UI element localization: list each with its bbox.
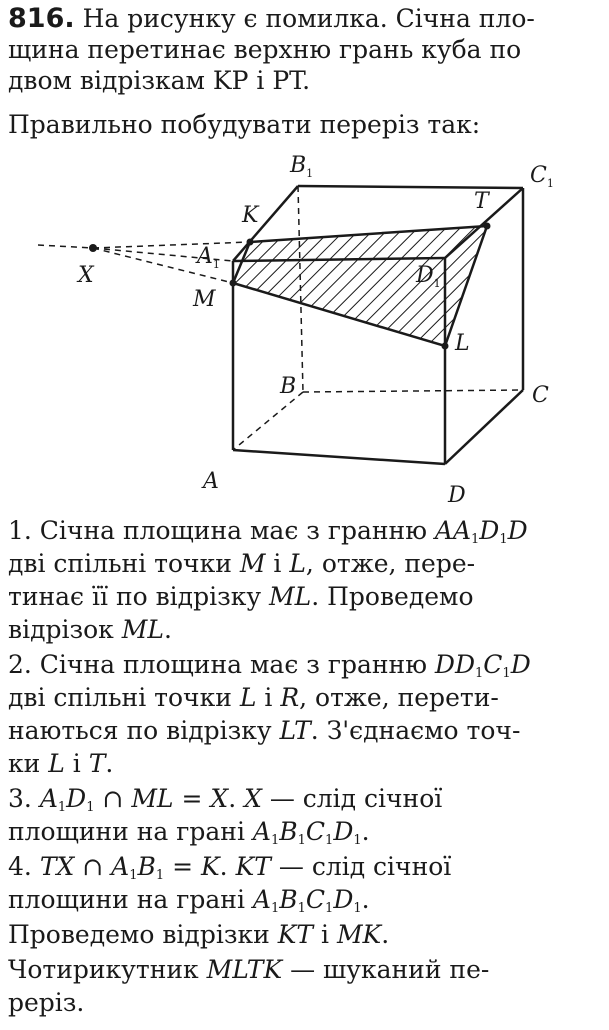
step-3-line-1: 3. $A_1D_1$ ∩ ML = X. X — слід січної (8, 784, 443, 815)
intro-text-1: На рисунку є помилка. Січна пло- (82, 4, 535, 33)
step-4-line-2: площини на грані $A_1B_1C_1D_1$. (8, 885, 370, 916)
conclusion-line-2: реріз. (8, 988, 85, 1017)
step-1-line-2: дві спільні точки M і L, отже, пере- (8, 549, 476, 578)
label-a1: $A_1$ (197, 244, 220, 271)
step-1-line-3: тинає її по відрізку ML. Проведемо (8, 582, 474, 611)
intro-line-2: щина перетинає верхню грань куба по (8, 35, 522, 64)
step-2-line-2: дві спільні точки L і R, отже, перети- (8, 683, 499, 712)
label-m: M (193, 287, 216, 312)
point-k (247, 239, 254, 246)
point-t (484, 223, 491, 230)
point-l (442, 343, 449, 350)
point-m (230, 280, 237, 287)
label-a: A (203, 469, 219, 494)
label-d1: $D_1$ (416, 263, 441, 290)
label-c: C (532, 383, 549, 408)
label-x: X (78, 263, 94, 288)
step-2-line-1: 2. Січна площина має з гранню $DD_1C_1D$ (8, 650, 531, 681)
label-l: L (455, 331, 470, 356)
point-x (89, 244, 97, 252)
label-c1: $C_1$ (530, 163, 554, 190)
step-4-line-3: Проведемо відрізки KT і MK. (8, 920, 390, 949)
step-2-line-3: наються по відрізку LT. З'єднаємо точ- (8, 716, 521, 745)
label-b: B (280, 374, 297, 399)
problem-number: 816. (8, 3, 75, 34)
cube-figure (0, 150, 609, 515)
intro-line-3: двом відрізкам KP і PT. (8, 66, 311, 95)
label-k: K (242, 203, 259, 228)
step-2-line-4: ки L і T. (8, 749, 114, 778)
step-1-line-4: відрізок ML. (8, 615, 172, 644)
step-3-line-2: площини на грані $A_1B_1C_1D_1$. (8, 817, 370, 848)
section-mltk (233, 226, 487, 346)
label-d: D (448, 483, 466, 508)
conclusion-line-1: Чотирикутник MLTK — шуканий пе- (8, 955, 490, 984)
label-b1: $B_1$ (290, 153, 314, 180)
intro-line-1 (8, 4, 535, 34)
step-4-line-1: 4. TX ∩ $A_1B_1 = K$. KT — слід січної (8, 852, 452, 883)
step-1-line-1: 1. Січна площина має з гранню $AA_1D_1D$ (8, 516, 528, 547)
label-t: T (474, 189, 489, 214)
intro-line-4: Правильно побудувати переріз так: (8, 110, 481, 139)
